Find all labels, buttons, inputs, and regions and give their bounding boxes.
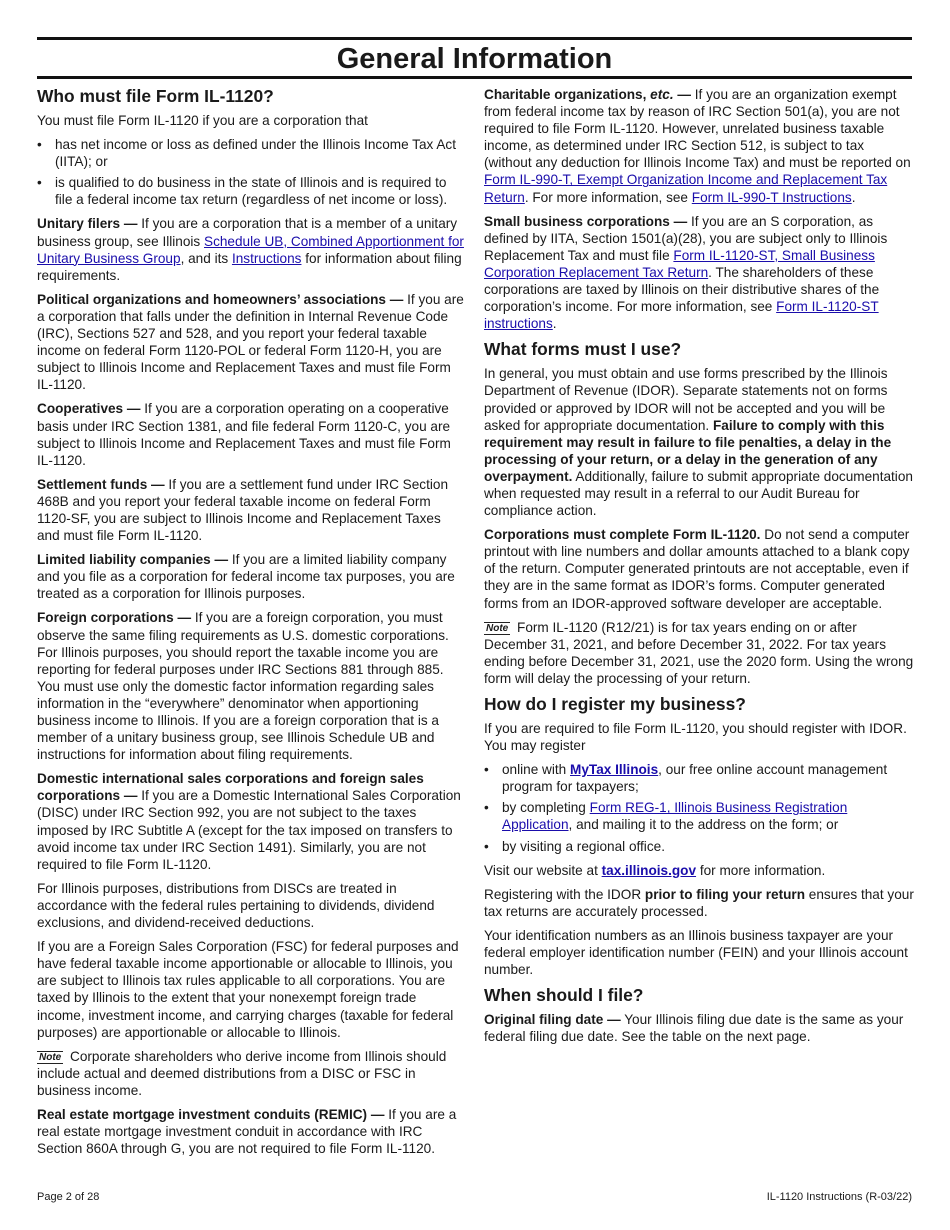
list-item: [484, 761, 914, 795]
disc-lead: Domestic international sales corporations and foreign sales corporations —: [37, 771, 424, 804]
charitable-lead: [484, 87, 691, 102]
paragraph-text: Your Illinois filing due date is the same as your federal filing due date. See the table on the next page.: [484, 1012, 904, 1045]
paragraph-text: .: [552, 316, 557, 332]
cooperatives-lead: Cooperatives —: [37, 401, 141, 417]
register-heading: How do I register my business?: [484, 694, 746, 714]
paragraph-text: for more information.: [696, 862, 826, 878]
paragraph-text: Visit our website at: [484, 862, 602, 878]
paragraph-text: In general, you must obtain and use forms prescribed by the Illinois Department of Revenue (IDOR). Separate statements not on forms provided or approved by IDOR will not be accepted and you will be asked for appropriate documentation.: [484, 366, 888, 433]
who-must-file-heading: Who must file Form IL-1120?: [37, 86, 274, 106]
register-intro: If you are required to file Form IL-1120, you should register with IDOR. You may register: [484, 721, 907, 754]
note-text: Form IL-1120 (R12/21) is for tax years ending on or after December 31, 2021, and before December 31, 2022. For tax years ending before December 31, 2021, use the 2020 form. Using the wrong form will delay the processing of your return.: [484, 619, 914, 686]
left-column: [37, 86, 467, 1164]
paragraph-text: If you are a corporation that is a member of a unitary business group, see Illinois: [37, 216, 458, 249]
note-icon: Note: [486, 622, 509, 634]
schedule-ub-instructions-link[interactable]: Instructions: [231, 250, 302, 266]
lead-text: Charitable organizations,: [484, 87, 651, 102]
paragraph-text: . The shareholders of these corporations are taxed by Illinois on their distributive shares of the corporation’s income. For more information, see: [484, 264, 880, 315]
disc-distributions-paragraph: For Illinois purposes, distributions from DISCs are treated in accordance with the federal rules pertaining to dividends, dividend exclusions, and dividend-received deductions.: [37, 880, 435, 931]
form-il-990-t-instructions-link[interactable]: Form IL-990-T Instructions: [691, 189, 852, 205]
paragraph-text: If you are a settlement fund under IRC Section 468B and you report your federal taxable income on federal Form 1120-SF, you are subject to Illinois Income and Replacement Taxes and must file Form IL-1120.: [37, 476, 448, 544]
document-id: IL-1120 Instructions (R-03/22): [766, 1191, 912, 1203]
identification-paragraph: Your identification numbers as an Illinois business taxpayer are your federal employer identification number (FEIN) and your Illinois account number.: [484, 927, 908, 978]
list-item: • is qualified to do business in the state of Illinois and is required to file a federal income tax return (regardless of net income or loss).: [37, 174, 467, 208]
list-item: • by visiting a regional office.: [484, 838, 914, 855]
disc-note: [37, 1048, 467, 1099]
political-organizations-paragraph: [37, 291, 467, 394]
note-text: Corporate shareholders who derive income from Illinois should include actual and deemed distributions from a DISC or FSC in business income.: [37, 1048, 447, 1098]
form-reg-1-link[interactable]: Form REG-1, Illinois Business Registration Application: [502, 800, 848, 833]
settlement-funds-lead: Settlement funds —: [37, 476, 165, 492]
paragraph-text: , and its: [180, 250, 232, 266]
lead-dash: —: [673, 87, 691, 102]
what-forms-heading: What forms must I use?: [484, 339, 682, 360]
paragraph-text: Additionally, failure to submit appropriate documentation when requested may result in a referral to our Audit Bureau for compliance action.: [484, 468, 913, 519]
forms-paragraph: [484, 365, 914, 519]
register-list: [484, 761, 914, 854]
paragraph-text: If you are a real estate mortgage investment conduit in accordance with IRC Section 860A through G, you are not required to file Form IL-1120.: [37, 1106, 457, 1157]
item-text: , our free online account management program for taxpayers;: [502, 762, 888, 795]
paragraph-text: .: [851, 189, 856, 205]
forms-warning: Failure to comply with this requirement may result in failure to file penalties, a delay in the processing of your return, or a delay in the generation of any overpayment.: [484, 417, 892, 484]
emphasis: prior to filing your return: [644, 886, 806, 902]
remic-lead: Real estate mortgage investment conduits (REMIC) —: [37, 1106, 385, 1122]
top-rule: [37, 37, 912, 40]
paragraph-text: If you are an S corporation, as defined by IITA, Section 1501(a)(28), you are subject only to Illinois Replacement Tax and must file: [484, 213, 888, 263]
llc-paragraph: [37, 551, 467, 602]
small-business-lead: Small business corporations —: [484, 213, 688, 229]
political-organizations-lead: Political organizations and homeowners’ associations —: [37, 291, 404, 307]
when-file-heading: When should I file?: [484, 985, 644, 1006]
item-text: online with: [502, 762, 571, 778]
right-column: [484, 86, 914, 1052]
list-item: [484, 799, 914, 833]
small-business-paragraph: [484, 213, 914, 333]
unitary-filers-lead: Unitary filers —: [37, 216, 138, 232]
note-icon: Note: [39, 1051, 62, 1063]
visit-website-paragraph: [484, 862, 914, 879]
paragraph-text: . For more information, see: [524, 189, 692, 205]
paragraph-text: for information about filing requirements.: [37, 250, 462, 283]
page-title: General Information: [336, 43, 613, 75]
page-number: Page 2 of 28: [37, 1191, 100, 1203]
original-filing-paragraph: [484, 1011, 914, 1045]
cooperatives-paragraph: [37, 400, 467, 468]
paragraph-text: If you are an organization exempt from federal income tax by reason of IRC Section 501(a), you are not required to file Form IL-1120. However, unrelated business taxable income, as determined under IRC Section 512, is subject to tax (without any deduction for Illinois Income Tax) and must be reported on: [484, 87, 911, 171]
mytax-illinois-link[interactable]: MyTax Illinois: [570, 762, 659, 778]
foreign-corporations-lead: Foreign corporations —: [37, 610, 192, 626]
form-il-990-t-link[interactable]: Form IL-990-T, Exempt Organization Income and Replacement Tax Return: [484, 172, 888, 205]
form-il-1120-st-link[interactable]: Form IL-1120-ST, Small Business Corporation Replacement Tax Return: [484, 247, 875, 280]
item-text: , and mailing it to the address on the form; or: [568, 817, 839, 833]
forms-note: [484, 619, 914, 687]
lead-etc: etc.: [650, 87, 674, 102]
complete-form-lead: Corporations must complete Form IL-1120.: [484, 527, 761, 543]
charitable-paragraph: [484, 86, 914, 206]
remic-paragraph: [37, 1106, 467, 1157]
paragraph-text: Registering with the IDOR: [484, 886, 645, 902]
form-il-1120-st-instructions-link[interactable]: Form IL-1120-ST instructions: [484, 299, 879, 332]
title-rule: [37, 76, 912, 79]
paragraph-text: Do not send a computer printout with line numbers and dollar amounts attached to a blank copy of the return. Computer generated printouts are not acceptable, even if they are in the same format as IDOR’s forms. Computer generated forms from an IDOR-approved software developer are acceptable.: [484, 527, 910, 611]
paragraph-text: If you are a limited liability company and you file as a corporation for federal income tax purposes, you are treated as a corporation for Illinois purposes.: [37, 552, 455, 602]
paragraph-text: If you are a foreign corporation, you must observe the same filing requirements as U.S. domestic corporations. For Illinois purposes, you should report the taxable income you are reporting for federal purposes under IRC Sections 881 through 885. You must use only the domestic factor information regarding sales information in the “everywhere” denominator when apportioning business income to Illinois. If you are a foreign corporation that is a member of a unitary business group, see Illinois Schedule UB and instructions for information about filing requirements.: [37, 610, 449, 763]
llc-lead: Limited liability companies —: [37, 552, 229, 568]
disc-paragraph: [37, 770, 467, 873]
who-must-file-intro: You must file Form IL-1120 if you are a corporation that: [37, 113, 368, 128]
register-prior-paragraph: [484, 886, 914, 920]
list-item: • has net income or loss as defined under the Illinois Income Tax Act (IITA); or: [37, 136, 467, 170]
tax-illinois-link[interactable]: tax.illinois.gov: [601, 862, 697, 878]
settlement-funds-paragraph: [37, 476, 467, 544]
paragraph-text: If you are a corporation that falls under the definition in Internal Revenue Code (IRC), Sections 527 and 528, and you report your federal taxable income on federal Form 1120-POL or federal Form 1120-H, you are subject to Illinois Income and Replacement Taxes and must file Form IL-1120.: [37, 291, 464, 393]
original-filing-lead: Original filing date —: [484, 1012, 621, 1028]
paragraph-text: If you are a Domestic International Sales Corporation (DISC) under IRC Section 992, you are not subject to the taxes imposed by IRC Subtitle A (except for the tax imposed on transfers to avoid income tax under IRC Section 1491). Similarly, you are not required to file Form IL-1120.: [37, 788, 461, 872]
unitary-filers-paragraph: [37, 215, 467, 283]
who-must-file-list: [37, 136, 467, 208]
schedule-ub-link[interactable]: Schedule UB, Combined Apportionment for Unitary Business Group: [37, 233, 464, 266]
item-text: by completing: [502, 800, 590, 816]
foreign-corporations-paragraph: [37, 609, 467, 763]
complete-form-paragraph: [484, 526, 914, 611]
paragraph-text: ensures that your tax returns are accurately processed.: [484, 886, 914, 919]
fsc-paragraph: If you are a Foreign Sales Corporation (FSC) for federal purposes and have federal taxable income apportionable or allocable to Illinois, you are subject to Illinois tax rules applicable to all corporations. You are taxed by Illinois to the extent that your nonexempt foreign trade income, investment income, and carrying charges (taxable for federal purposes) are apportionable or allocable to Illinois.: [37, 939, 459, 1040]
paragraph-text: If you are a corporation operating on a cooperative basis under IRC Section 1381, and file federal Form 1120-C, you are subject to Illinois Income and Replacement Taxes and must file Form IL-1120.: [37, 401, 451, 468]
